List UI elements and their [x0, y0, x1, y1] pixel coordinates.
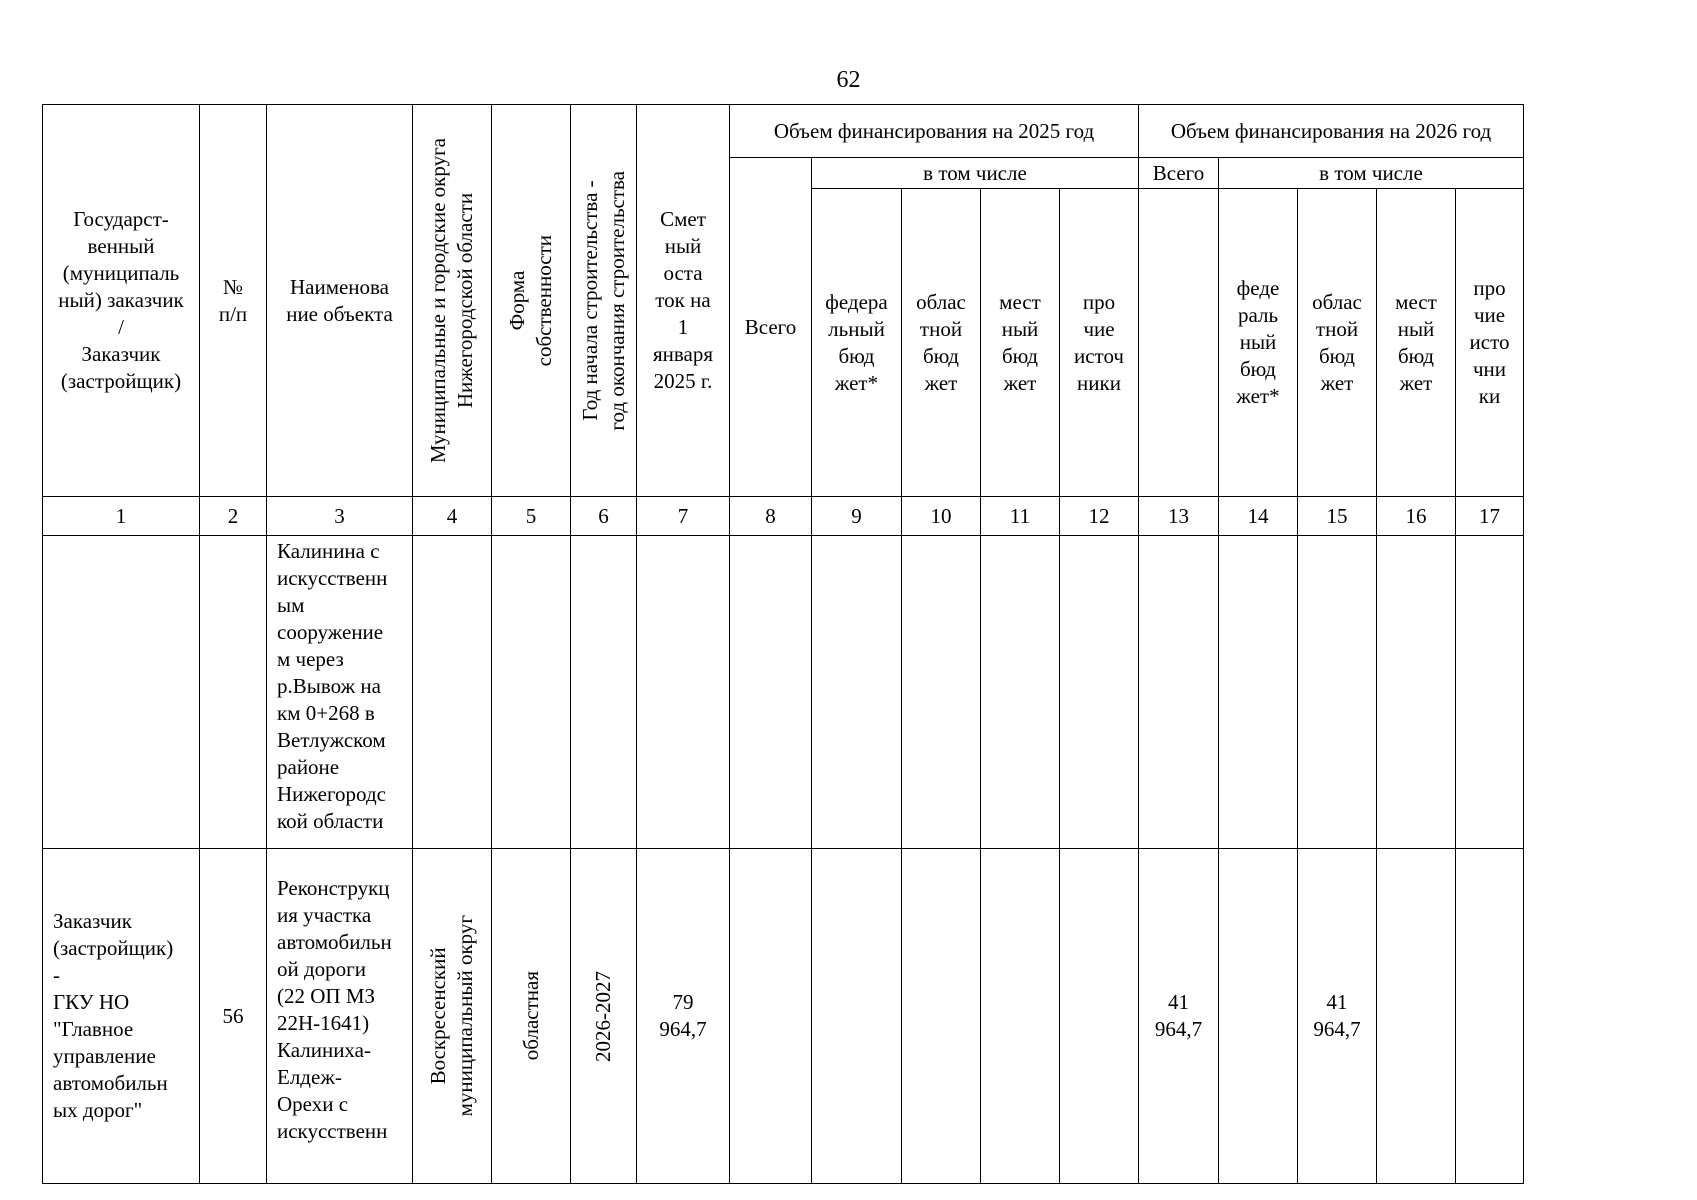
cell-other-2026	[1456, 849, 1524, 1184]
header-remainder: Смет ный оста ток на 1 января 2025 г.	[637, 105, 730, 497]
cell-total-2025	[730, 536, 812, 849]
header-ownership: Форма собственности	[492, 105, 571, 497]
column-number: 7	[637, 497, 730, 536]
column-number: 1	[43, 497, 200, 536]
column-number: 10	[902, 497, 981, 536]
cell-ownership	[492, 536, 571, 849]
cell-object-name: Реконструкц ия участка автомобильн ой дороги (22 ОП МЗ 22Н-1641) Калиниха- Елдеж- Орехи с искусственн	[267, 849, 413, 1184]
cell-remainder: 79 964,7	[637, 849, 730, 1184]
cell-federal-2025	[812, 849, 902, 1184]
header-including-2025: в том числе	[812, 158, 1139, 189]
column-number: 14	[1219, 497, 1298, 536]
page-number: 62	[836, 67, 861, 93]
header-financing-2026: Объем финансирования на 2026 год	[1139, 105, 1524, 158]
column-number: 9	[812, 497, 902, 536]
column-number-row	[43, 497, 1524, 536]
cell-regional-2025	[902, 536, 981, 849]
cell-district: Воскресенский муниципальный округ	[413, 849, 492, 1184]
cell-local-2026	[1377, 536, 1456, 849]
cell-number: 56	[200, 849, 267, 1184]
cell-total-2026	[1139, 536, 1219, 849]
table-row	[43, 536, 1524, 849]
financing-table	[42, 104, 1524, 1184]
cell-local-2025	[981, 536, 1060, 849]
column-number: 3	[267, 497, 413, 536]
column-number: 2	[200, 497, 267, 536]
cell-customer: Заказчик (застройщик) - ГКУ НО "Главное управление автомобильн ых дорог"	[43, 849, 200, 1184]
cell-object-name: Калинина с искусственн ым сооружение м через р.Вывож на км 0+268 в Ветлужском районе Нижегородс кой области	[267, 536, 413, 849]
cell-district	[413, 536, 492, 849]
cell-years	[571, 536, 637, 849]
cell-local-2025	[981, 849, 1060, 1184]
table-row	[43, 849, 1524, 1184]
cell-other-2026	[1456, 536, 1524, 849]
header-total-2026: Всего	[1139, 158, 1219, 189]
cell-federal-2026	[1219, 536, 1298, 849]
cell-federal-2026	[1219, 849, 1298, 1184]
header-object-name: Наименова ние объекта	[267, 105, 413, 497]
header-including-2026: в том числе	[1219, 158, 1524, 189]
header-years: Год начала строительства - год окончания строительства	[571, 105, 637, 497]
column-number: 4	[413, 497, 492, 536]
cell-other-2025	[1060, 536, 1139, 849]
cell-number	[200, 536, 267, 849]
cell-other-2025	[1060, 849, 1139, 1184]
header-other-2025: про чие источ ники	[1060, 189, 1139, 497]
column-number: 8	[730, 497, 812, 536]
header-district: Муниципальные и городские округа Нижегородской области	[413, 105, 492, 497]
cell-federal-2025	[812, 536, 902, 849]
header-local-2026: мест ный бюд жет	[1377, 189, 1456, 497]
header-federal-2025: федера льный бюд жет*	[812, 189, 902, 497]
cell-total-2025	[730, 849, 812, 1184]
header-financing-2025: Объем финансирования на 2025 год	[730, 105, 1139, 158]
cell-years: 2026-2027	[571, 849, 637, 1184]
column-number: 6	[571, 497, 637, 536]
cell-customer	[43, 536, 200, 849]
cell-total-2026: 41 964,7	[1139, 849, 1219, 1184]
cell-regional-2025	[902, 849, 981, 1184]
column-number: 17	[1456, 497, 1524, 536]
cell-regional-2026: 41 964,7	[1298, 849, 1377, 1184]
header-other-2026: про чие исто чни ки	[1456, 189, 1524, 497]
header-federal-2026: феде раль ный бюд жет*	[1219, 189, 1298, 497]
cell-regional-2026	[1298, 536, 1377, 849]
header-local-2025: мест ный бюд жет	[981, 189, 1060, 497]
column-number: 11	[981, 497, 1060, 536]
header-total-2025: Всего	[730, 158, 812, 497]
header-number: № п/п	[200, 105, 267, 497]
column-number: 13	[1139, 497, 1219, 536]
header-customer: Государст- венный (муниципаль ный) заказчик / Заказчик (застройщик)	[43, 105, 200, 497]
column-number: 12	[1060, 497, 1139, 536]
cell-local-2026	[1377, 849, 1456, 1184]
cell-ownership: областная	[492, 849, 571, 1184]
cell-remainder	[637, 536, 730, 849]
header-total-2026-empty	[1139, 189, 1219, 497]
header-regional-2025: облас тной бюд жет	[902, 189, 981, 497]
header-regional-2026: облас тной бюд жет	[1298, 189, 1377, 497]
column-number: 16	[1377, 497, 1456, 536]
column-number: 5	[492, 497, 571, 536]
column-number: 15	[1298, 497, 1377, 536]
